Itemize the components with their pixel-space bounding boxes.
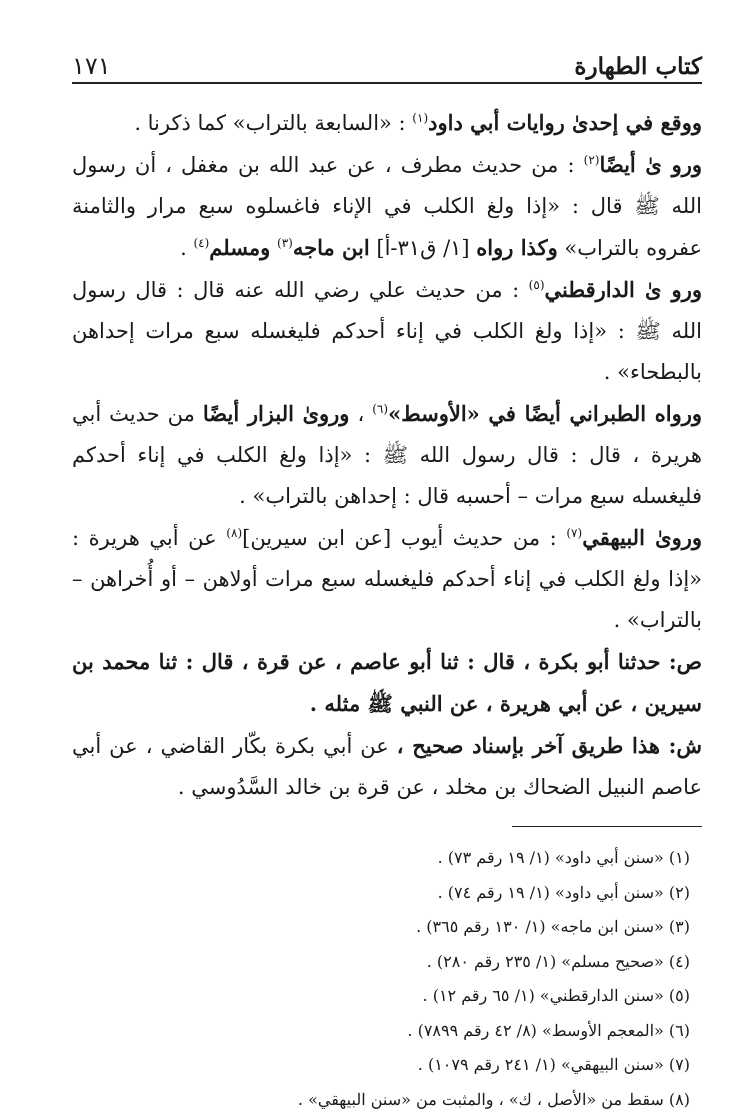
footnote-reference: (٧) [566, 526, 582, 540]
footnotes-list [72, 841, 702, 1117]
bold-text-segment: وروىٰ البزار أيضًا [203, 401, 350, 426]
bold-text-segment: ش: هذا طريق آخر بإسناد صحيح ، [397, 733, 702, 758]
text-segment: : من حديث مطرف ، عن عبد الله بن مغفل ، أن رسول الله ﷺ قال : «إذا ولغ الكلب في الإناء فاغسلوه سبع مرار والثامنة عفروه بالتراب» [72, 153, 702, 260]
bold-text-segment: ص: حدثنا أبو بكرة ، قال : ثنا أبو عاصم ، عن قرة ، قال : ثنا محمد بن سيرين ، عن أبي هريرة ، عن النبي ﷺ مثله . [72, 649, 702, 716]
paragraph [72, 725, 702, 808]
text-segment: عن أبي هريرة : «إذا ولغ الكلب في إناء أحدكم فليغسله سبع مرات أولاهن – أو أُخراهن – بالتراب» . [72, 526, 702, 632]
footnote-reference: (٢) [584, 153, 600, 167]
page-header [72, 38, 702, 84]
footnote-item: (٥) «سنن الدارقطني» (١/ ٦٥ رقم ١٢) . [72, 979, 702, 1014]
text-segment: [١/ ق٣١-أ] [370, 236, 477, 260]
footnote-reference: (١) [412, 111, 428, 125]
bold-text-segment: ورو ىٰ الدارقطني [545, 277, 702, 302]
footnote-reference: (٦) [372, 402, 388, 416]
text-segment [270, 236, 277, 260]
footnote-item: (٣) «سنن ابن ماجه» (١/ ١٣٠ رقم ٣٦٥) . [72, 910, 702, 945]
paragraph [72, 102, 702, 144]
paragraph [72, 641, 702, 725]
bold-text-segment: ووقع في إحدىٰ روايات أبي داود [428, 110, 702, 135]
footnote-item: (٤) «صحيح مسلم» (١/ ٢٣٥ رقم ٢٨٠) . [72, 945, 702, 980]
paragraph [72, 144, 702, 269]
text-segment: : من حديث علي رضي الله عنه قال : قال رسول الله ﷺ : «إذا ولغ الكلب في إناء أحدكم فليغسله سبع مرات إحداهن بالبطحاء» . [72, 278, 702, 384]
footnote-item: (١) «سنن أبي داود» (١/ ١٩ رقم ٧٣) . [72, 841, 702, 876]
document-page [72, 38, 702, 1078]
text-segment: ، [349, 402, 372, 426]
bold-text-segment: ابن ماجه [293, 235, 370, 260]
text-segment: عن أبي بكرة بكّار القاضي ، عن أبي عاصم النبيل الضحاك بن مخلد ، عن قرة بن خالد السَّدُوسي . [72, 734, 702, 799]
footnote-reference: (٥) [529, 278, 545, 292]
bold-text-segment: ورو ىٰ أيضًا [599, 152, 702, 177]
bold-text-segment: ومسلم [209, 235, 270, 260]
text-segment: : «السابعة بالتراب» كما ذكرنا . [134, 111, 412, 135]
footnote-separator [512, 826, 702, 827]
footnote-item: (٢) «سنن أبي داود» (١/ ١٩ رقم ٧٤) . [72, 876, 702, 911]
footnote-item: (٦) «المعجم الأوسط» (٨/ ٤٢ رقم ٧٨٩٩) . [72, 1014, 702, 1049]
footnote-reference: (٨) [226, 526, 242, 540]
paragraph [72, 393, 702, 517]
footnote-reference: (٣) [277, 236, 293, 250]
footnote-reference: (٤) [193, 236, 209, 250]
text-segment: : من حديث أيوب [عن ابن سيرين] [242, 526, 566, 550]
bold-text-segment: وروىٰ البيهقي [582, 525, 702, 550]
text-segment: . [180, 236, 193, 260]
footnote-item: (٧) «سنن البيهقي» (١/ ٢٤١ رقم ١٠٧٩) . [72, 1048, 702, 1083]
footnote-item: (٨) سقط من «الأصل ، ك» ، والمثبت من «سنن البيهقي» . [72, 1083, 702, 1117]
text-segment: من حديث أبي هريرة ، قال : قال رسول الله ﷺ : «إذا ولغ الكلب في إناء أحدكم فليغسله سبع مرات – أحسبه قال : إحداهن بالتراب» . [72, 402, 702, 508]
bold-text-segment: ورواه الطبراني أيضًا في «الأوسط» [388, 401, 702, 426]
paragraph [72, 517, 702, 641]
paragraph [72, 269, 702, 393]
bold-text-segment: وكذا رواه [476, 235, 557, 260]
page-number: ١٧١ [72, 54, 111, 78]
running-title: كتاب الطهارة [574, 55, 702, 78]
main-text [72, 102, 702, 808]
